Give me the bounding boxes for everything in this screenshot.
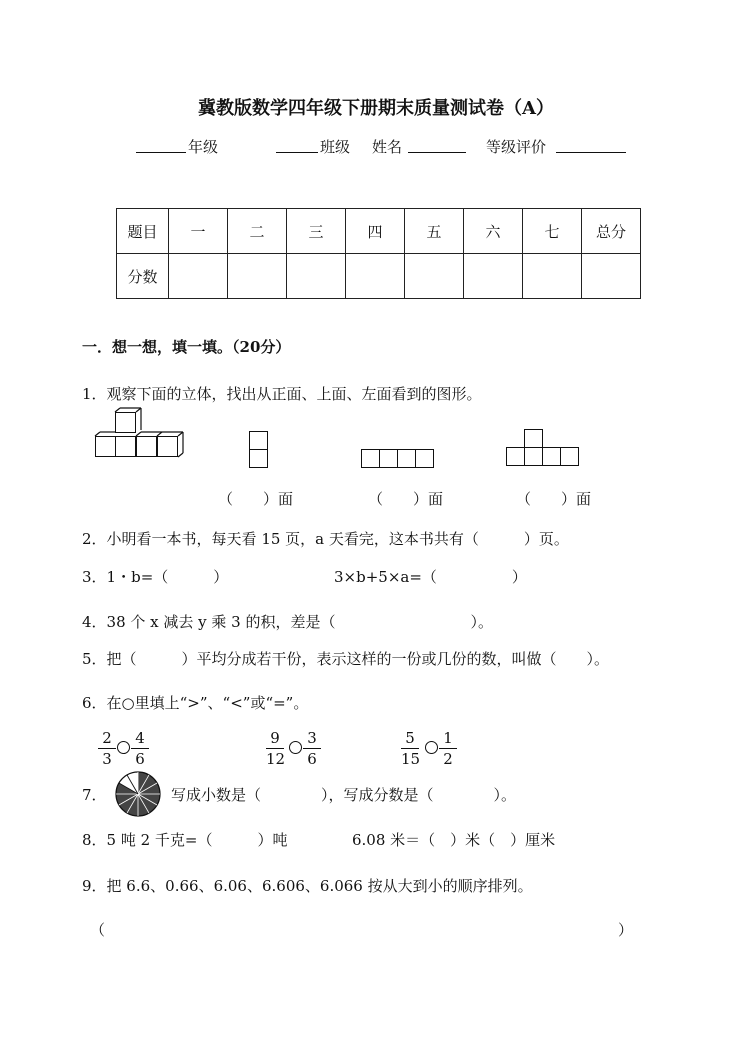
square [415, 449, 434, 468]
fraction: 1 2 [439, 729, 457, 768]
fraction: 2 3 [98, 729, 116, 768]
class-label: 班级 [320, 138, 351, 156]
question-6: 6．在○里填上“>”、“<”或“=”。 [82, 694, 309, 712]
score-cell[interactable] [287, 254, 346, 299]
rating-blank[interactable] [556, 138, 626, 153]
square [379, 449, 398, 468]
square [397, 449, 416, 468]
question-2: 2．小明看一本书，每天看 15 页，a 天看完，这本书共有（ ）页。 [82, 530, 569, 548]
score-cell[interactable] [582, 254, 641, 299]
table-cell: 总分 [582, 209, 641, 254]
shaded-circle-diagram [114, 770, 162, 818]
name-label: 姓名 [372, 138, 403, 156]
question-7: 写成小数是（ ），写成分数是（ ）。 [171, 786, 517, 804]
square [560, 447, 579, 466]
grade-label: 年级 [188, 138, 219, 156]
table-cell: 六 [464, 209, 523, 254]
fraction: 9 12 [266, 729, 286, 768]
score-cell[interactable] [346, 254, 405, 299]
solid-top-faces [90, 406, 190, 462]
answer-blank-view-b[interactable]: （ ）面 [368, 490, 444, 508]
square [361, 449, 380, 468]
question-9: 9．把 6.6、0.66、6.06、6.606、6.066 按从大到小的顺序排列。 [82, 877, 533, 895]
table-cell: 七 [523, 209, 582, 254]
name-blank[interactable] [408, 138, 466, 153]
table-cell: 分数 [117, 254, 169, 299]
compare-circle[interactable] [289, 741, 302, 754]
question-5: 5．把（ ）平均分成若干份，表示这样的一份或几份的数，叫做（ ）。 [82, 650, 610, 668]
question-1: 1．观察下面的立体，找出从正面、上面、左面看到的图形。 [82, 385, 482, 403]
table-cell: 二 [228, 209, 287, 254]
answer-blank-view-a[interactable]: （ ）面 [218, 490, 294, 508]
fraction: 3 6 [303, 729, 321, 768]
fraction: 4 6 [131, 729, 149, 768]
table-cell: 四 [346, 209, 405, 254]
question-3-part-a: 3．1・b=（ ） [82, 568, 229, 586]
answer-blank-view-c[interactable]: （ ）面 [516, 490, 592, 508]
score-table [116, 208, 641, 299]
score-cell[interactable] [228, 254, 287, 299]
question-3-part-b: 3×b+5×a=（ ） [334, 568, 527, 586]
square [524, 447, 543, 466]
table-cell: 一 [169, 209, 228, 254]
square [249, 431, 268, 450]
grade-blank[interactable] [136, 138, 186, 153]
answer-close-paren: ） [618, 921, 634, 939]
fraction: 5 15 [401, 729, 421, 768]
square [542, 447, 561, 466]
square [506, 447, 525, 466]
section-heading: 一．想一想，填一填。（20分） [82, 338, 291, 356]
compare-circle[interactable] [117, 741, 130, 754]
score-cell[interactable] [405, 254, 464, 299]
table-row [117, 254, 641, 299]
score-cell[interactable] [464, 254, 523, 299]
table-cell: 三 [287, 209, 346, 254]
table-cell: 题目 [117, 209, 169, 254]
class-blank[interactable] [276, 138, 318, 153]
question-8-part-a: 8．5 吨 2 千克=（ ）吨 [82, 831, 288, 849]
answer-open-paren: （ [90, 921, 106, 939]
table-row [117, 209, 641, 254]
question-4: 4．38 个 x 减去 y 乘 3 的积，差是（ ）。 [82, 613, 493, 631]
square [524, 429, 543, 448]
question-8-part-b: 6.08 米＝（ ）米（ ）厘米 [352, 831, 556, 849]
score-cell[interactable] [523, 254, 582, 299]
compare-circle[interactable] [425, 741, 438, 754]
square [249, 449, 268, 468]
question-7-number: 7． [82, 786, 107, 804]
rating-label: 等级评价 [486, 138, 547, 156]
page-title: 冀教版数学四年级下册期末质量测试卷（A） [198, 98, 554, 119]
table-cell: 五 [405, 209, 464, 254]
score-cell[interactable] [169, 254, 228, 299]
